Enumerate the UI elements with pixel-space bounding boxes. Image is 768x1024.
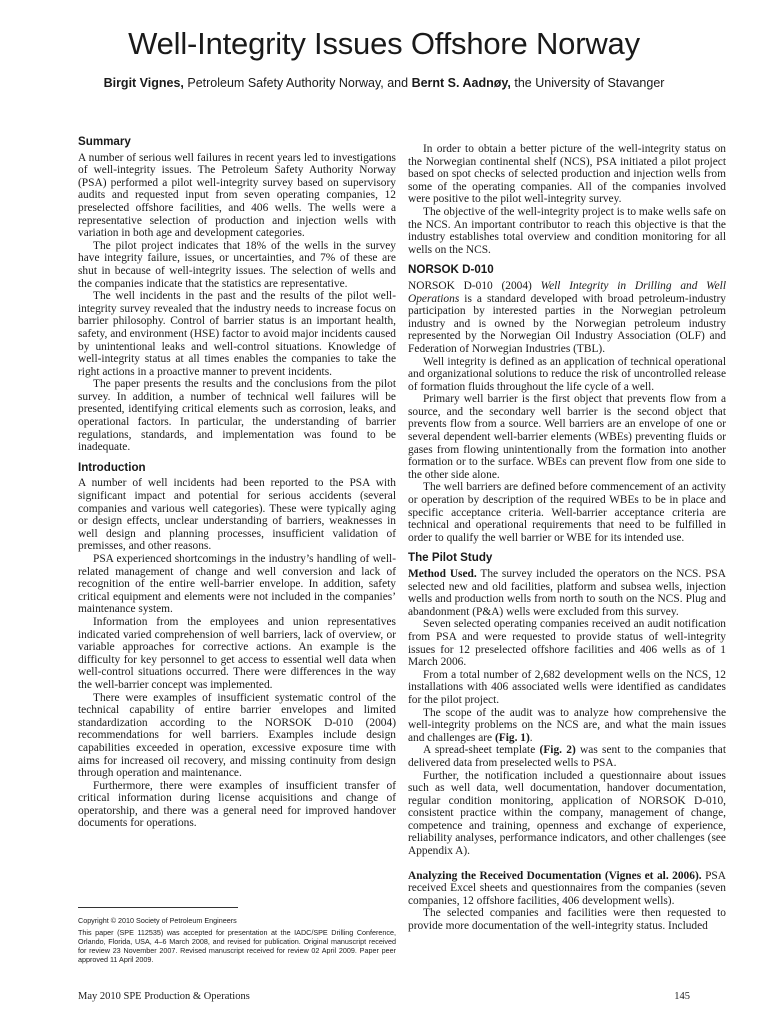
figure-reference: (Fig. 1) (494, 731, 530, 744)
paragraph: The selected companies and facilities were then requested to provide more documentation of the well-integrity status. Included (408, 907, 726, 933)
paragraph: Further, the notification included a questionnaire about issues such as well data, well documentation, handover documentation, regular condition monitoring, application of NORSOK D-010, consistent practice within the company, management of change, competence and training, openness and exchange of experience, reliability analyses, performance indicators, and other challenges (see Appendix A). (408, 769, 726, 858)
paragraph: The objective of the well-integrity project is to make wells safe on the NCS. An important contributor to reach this objective is that the industry establishes total overview and condition monitoring for all wells on the NCS. (408, 205, 726, 256)
author-affiliation: Petroleum Safety Authority Norway, and (183, 76, 412, 90)
paragraph: The paper presents the results and the conclusions from the pilot survey. In addition, a number of technical well failures will be presented, identifying critical elements such as corrosion, leaks, and operational factors. In particular, the understanding of barrier regulations, standards, and implementation was found to be inadequate. (78, 378, 396, 454)
paper-title: Well-Integrity Issues Offshore Norway (128, 26, 640, 61)
text-run: The survey included the operators on the NCS. PSA selected new and old facilities, platform and subsea wells, injection wells and production wells from north to south on the NCS. Plug and abandonment (P&A) wells were excluded from this survey. (408, 568, 726, 618)
page-number: 145 (674, 991, 690, 1002)
paragraph: The well barriers are defined before commencement of an activity or operation by description of the required WBEs to be in place and specific acceptance criteria. Well-barrier acceptance criteria are technical and operational requirements that need to be fulfilled in order to qualify the well barrier or WBE for its intended use. (408, 481, 726, 544)
paragraph (408, 280, 726, 356)
paragraph (408, 707, 726, 745)
paragraph: A number of serious well failures in recent years led to investigations of well-integrity issues. The Petroleum Safety Authority Norway (PSA) performed a pilot well-integrity survey based on supervisory audits and requested input from seven operating companies, 12 preselected offshore facilities, and 406 wells. The wells were a representative selection of production and injection wells with variation in both age and development categories. (78, 151, 396, 240)
left-column (78, 136, 396, 830)
journal-footer: May 2010 SPE Production & Operations (78, 991, 250, 1002)
paragraph: The well incidents in the past and the results of the pilot well-integrity survey revealed that the industry needs to increase focus on barrier philosophy. Control of barrier status is an important health, safety, and environment (HSE) factor to avoid major incidents caused by unintentional leaks and well-control situations. Knowledge of well-integrity status at all times enables the companies to take the right actions in a proactive manner to prevent incidents. (78, 290, 396, 378)
paragraph: From a total number of 2,682 development wells on the NCS, 12 installations with 406 associated wells were identified as candidates for the pilot project. (408, 668, 726, 706)
text-run: . (529, 731, 533, 744)
section-heading-summary: Summary (78, 135, 131, 148)
standard-title-italic: Well Integrity in Drilling and Well Operations (408, 279, 726, 305)
paragraph: Well integrity is defined as an application of technical operational and organizational solutions to reduce the risk of uncontrolled release of formation fluids throughout the life cycle of a well. (408, 355, 726, 393)
figure-reference: (Fig. 2) (539, 744, 576, 757)
paragraph: Primary well barrier is the first object that prevents flow from a source, and the secondary well barrier is the second object that prevents flow from a source. Well barriers are an envelope of one or several dependent well-barrier elements (WBEs) preventing fluids or gases from flowing unintentionally from the formation into another formation or to the surface. WBEs can prevent flow from one side to the other side alone. (408, 393, 726, 481)
paragraph: Seven selected operating companies received an audit notification from PSA and were requested to provide status of well-integrity issues for 12 preselected offshore facilities and 406 wells as of 1 March 2006. (408, 618, 726, 669)
right-column (408, 143, 726, 933)
author-name: Birgit Vignes, (103, 76, 184, 90)
section-heading-norsok: NORSOK D-010 (408, 263, 494, 277)
author-affiliation: the University of Stavanger (510, 76, 665, 90)
paragraph: PSA experienced shortcomings in the industry’s handling of well-related management of change and well conversion and lack of recognition of the entire well-barrier envelope. In addition, safety critical equipment and elements were not included in the companies’ maintenance system. (78, 553, 396, 616)
paragraph (408, 744, 726, 769)
section-heading-introduction: Introduction (78, 460, 146, 474)
text-run: PSA received Excel sheets and questionnaires from the companies (seven companies, 12 offshore facilities, 406 development wells). (408, 869, 726, 907)
paragraph: The pilot project indicates that 18% of the wells in the survey have integrity failure, issues, or uncertainties, and 7% of these are shut in because of well-integrity issues. The selection of wells and the companies indicate that the statistics are representative. (78, 239, 396, 290)
paragraph: There were examples of insufficient systematic control of the technical capability of entire barrier envelopes and limited standardization according to the NORSOK D-010 (2004) recommendations for well barriers. Examples include design capabilities exceeded in operation, excessive exposure time with aims for increased oil recovery, and missing continuity from design through operation and maintenance. (78, 691, 396, 780)
section-heading-pilot-study: The Pilot Study (408, 551, 493, 565)
paragraph (408, 568, 726, 618)
paragraph: Information from the employees and union representatives indicated varied comprehension of well barriers, lack of overview, or variable approaches for corrective actions. An example is the difficulty for key personnel to get access to essential well data when well-control situations occurred. There were differences in the way the well-barrier concept was implemented. (78, 615, 396, 691)
author-line (0, 76, 768, 90)
text-run: was sent to the companies that delivered data from preselected wells to PSA. (408, 744, 726, 769)
paragraph: In order to obtain a better picture of the well-integrity status on the Norwegian continental shelf (NCS), PSA initiated a pilot project based on spot checks of selected production and injection wells from some of the operating companies. All of the companies involved were positive to the pilot well-integrity survey. (408, 143, 726, 206)
author-name: Bernt S. Aadnøy, (411, 76, 511, 90)
run-in-heading: Method Used. (408, 568, 477, 580)
footnotes (78, 908, 396, 967)
run-in-heading: Analyzing the Received Documentation (Vignes et al. 2006). (408, 869, 702, 882)
text-run: is a standard developed with broad petroleum-industry participation by interested parties in the Norwegian petroleum industry and is owned by the Norwegian petroleum industry represented by the Norwegian Oil Industry Association (OLF) and Federation of Norwegian Industries (TBL). (408, 292, 726, 355)
paragraph: Furthermore, there were examples of insufficient transfer of critical information during license acquisitions and change of operatorship, and there was a general need for improved handover documents for operations. (78, 779, 396, 830)
text-run: NORSOK D-010 (2004) (408, 279, 541, 292)
text-run: A spread-sheet template (423, 744, 540, 757)
paragraph: A number of well incidents had been reported to the PSA with significant impact and potential for serious accidents (several companies and various well categories). These were typically aging or design effects, unclear understanding of barriers, weaknesses in well design and planning processes, insufficient validation of premisses, and other reasons. (78, 477, 396, 553)
paragraph (408, 870, 726, 908)
publication-note: This paper (SPE 112535) was accepted for presentation at the IADC/SPE Drilling Conference, Orlando, Florida, USA, 4–6 March 2008, and revised for publication. Original manuscript received for review 23 November 2007. Revised manuscript received for review 02 April 2009. Paper peer approved 11 April 2009. (78, 928, 396, 964)
text-run: The scope of the audit was to analyze how comprehensive the well-integrity problems on the NCS are, and what the main issues and challenges are (408, 706, 726, 744)
copyright-note: Copyright © 2010 Society of Petroleum Engineers (78, 916, 237, 925)
